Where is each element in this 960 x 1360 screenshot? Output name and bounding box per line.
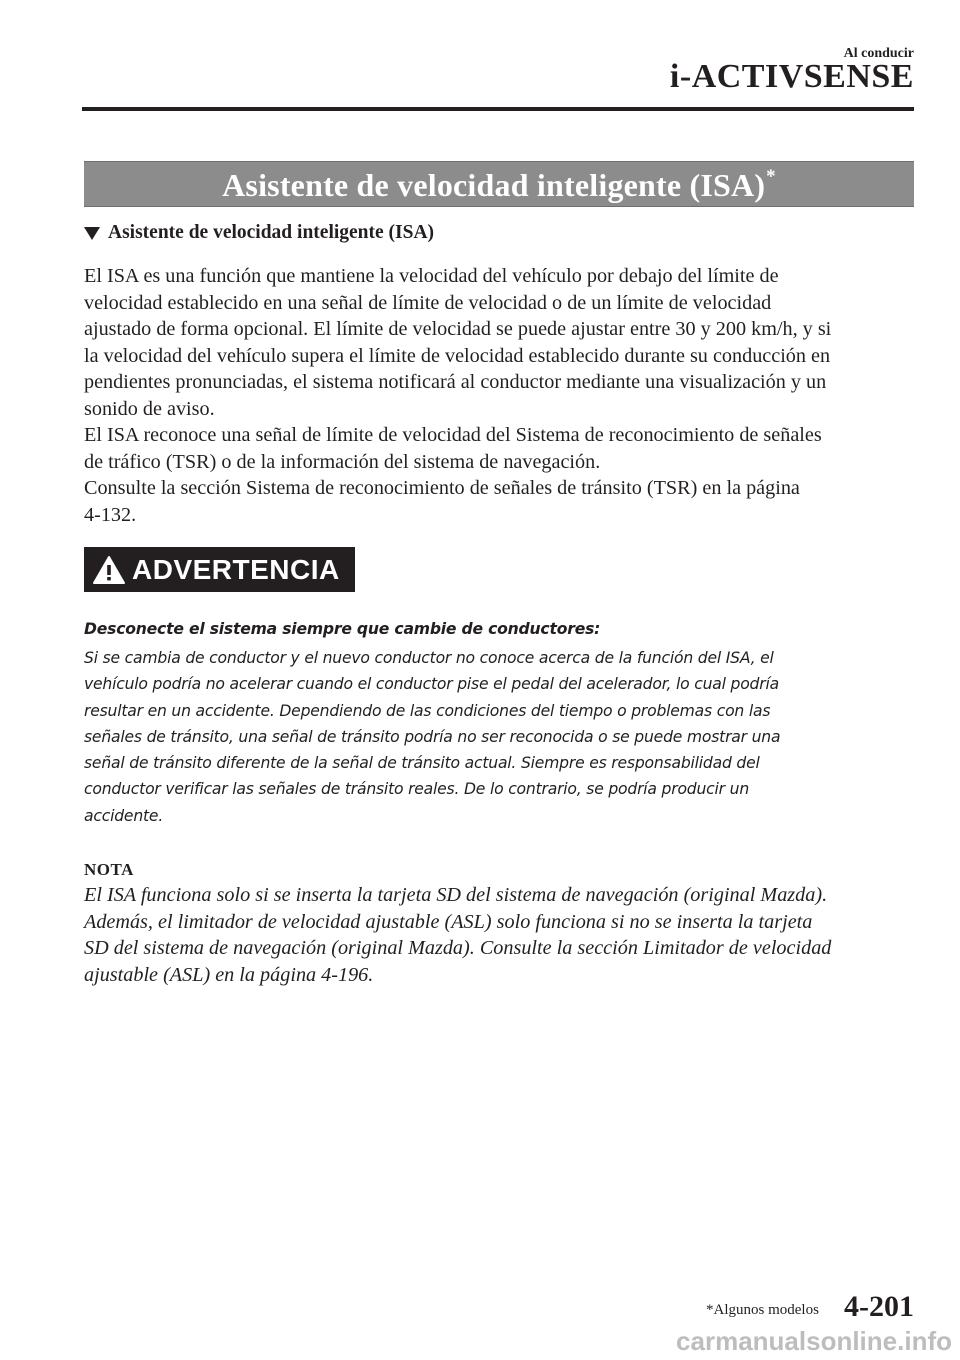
footnote: *Algunos modelos <box>706 1302 819 1318</box>
section-title-text: Asistente de velocidad inteligente (ISA) <box>222 167 766 203</box>
chapter-title: i-ACTIVSENSE <box>669 58 914 95</box>
section-title-bar <box>84 161 914 207</box>
body-paragraph: El ISA es una función que mantiene la velocidad del vehículo por debajo del límite de velocidad establecido en una señal de límite de velocidad o de un límite de velocidad ajustado de forma opcional. El límite de velocidad se puede ajustar entre 30 y 200 km/h, y si la velocidad del vehículo supera el límite de velocidad establecido durante su conducción en pendientes pronunciadas, el sistema notificará al conductor mediante una visualización y un sonido de aviso. El ISA reconoce una señal de límite de velocidad del Sistema de reconocimiento de señales de tráfico (TSR) o de la información del sistema de navegación. Consulte la sección Sistema de reconocimiento de señales de tránsito (TSR) en la página 4-132. <box>84 265 832 526</box>
section-title <box>222 167 776 201</box>
note-label: NOTA <box>84 860 134 879</box>
section-label: Al conducir <box>843 46 914 61</box>
models-asterisk: * <box>766 166 776 187</box>
warning-triangle-icon <box>92 555 126 585</box>
page-number: 4-201 <box>844 1290 914 1323</box>
subheading <box>84 222 434 244</box>
triangle-down-icon <box>84 227 100 240</box>
warning-label: ADVERTENCIA <box>132 553 340 585</box>
note-text: El ISA funciona solo si se inserta la tarjeta SD del sistema de navegación (original Mazda). Además, el limitador de velocidad ajustable (ASL) solo funciona si no se inserta la tarjeta SD del sistema de navegación (original Mazda). Consulte la sección Limitador de velocidad ajustable (ASL) en la página 4-196. <box>84 884 832 986</box>
subheading-text: Asistente de velocidad inteligente (ISA) <box>108 222 435 243</box>
warning-heading: Desconecte el sistema siempre que cambie de conductores: <box>84 620 601 638</box>
header-divider <box>82 107 914 111</box>
warning-text: Si se cambia de conductor y el nuevo conductor no conoce acerca de la función del ISA, el vehículo podría no acelerar cuando el conductor pise el pedal del acelerador, lo cual podría resultar en un accidente. Dependiendo de las condiciones del tiempo o problemas con las señales de tránsito, una señal de tránsito podría no ser reconocida o se puede mostrar una señal de tránsito diferente de la señal de tránsito actual. Siempre es responsabilidad del conductor verificar las señales de tránsito reales. De lo contrario, se podría producir un accidente. <box>84 649 781 825</box>
warning-badge <box>84 547 355 592</box>
watermark: carmanualsonline.info <box>676 1326 952 1356</box>
